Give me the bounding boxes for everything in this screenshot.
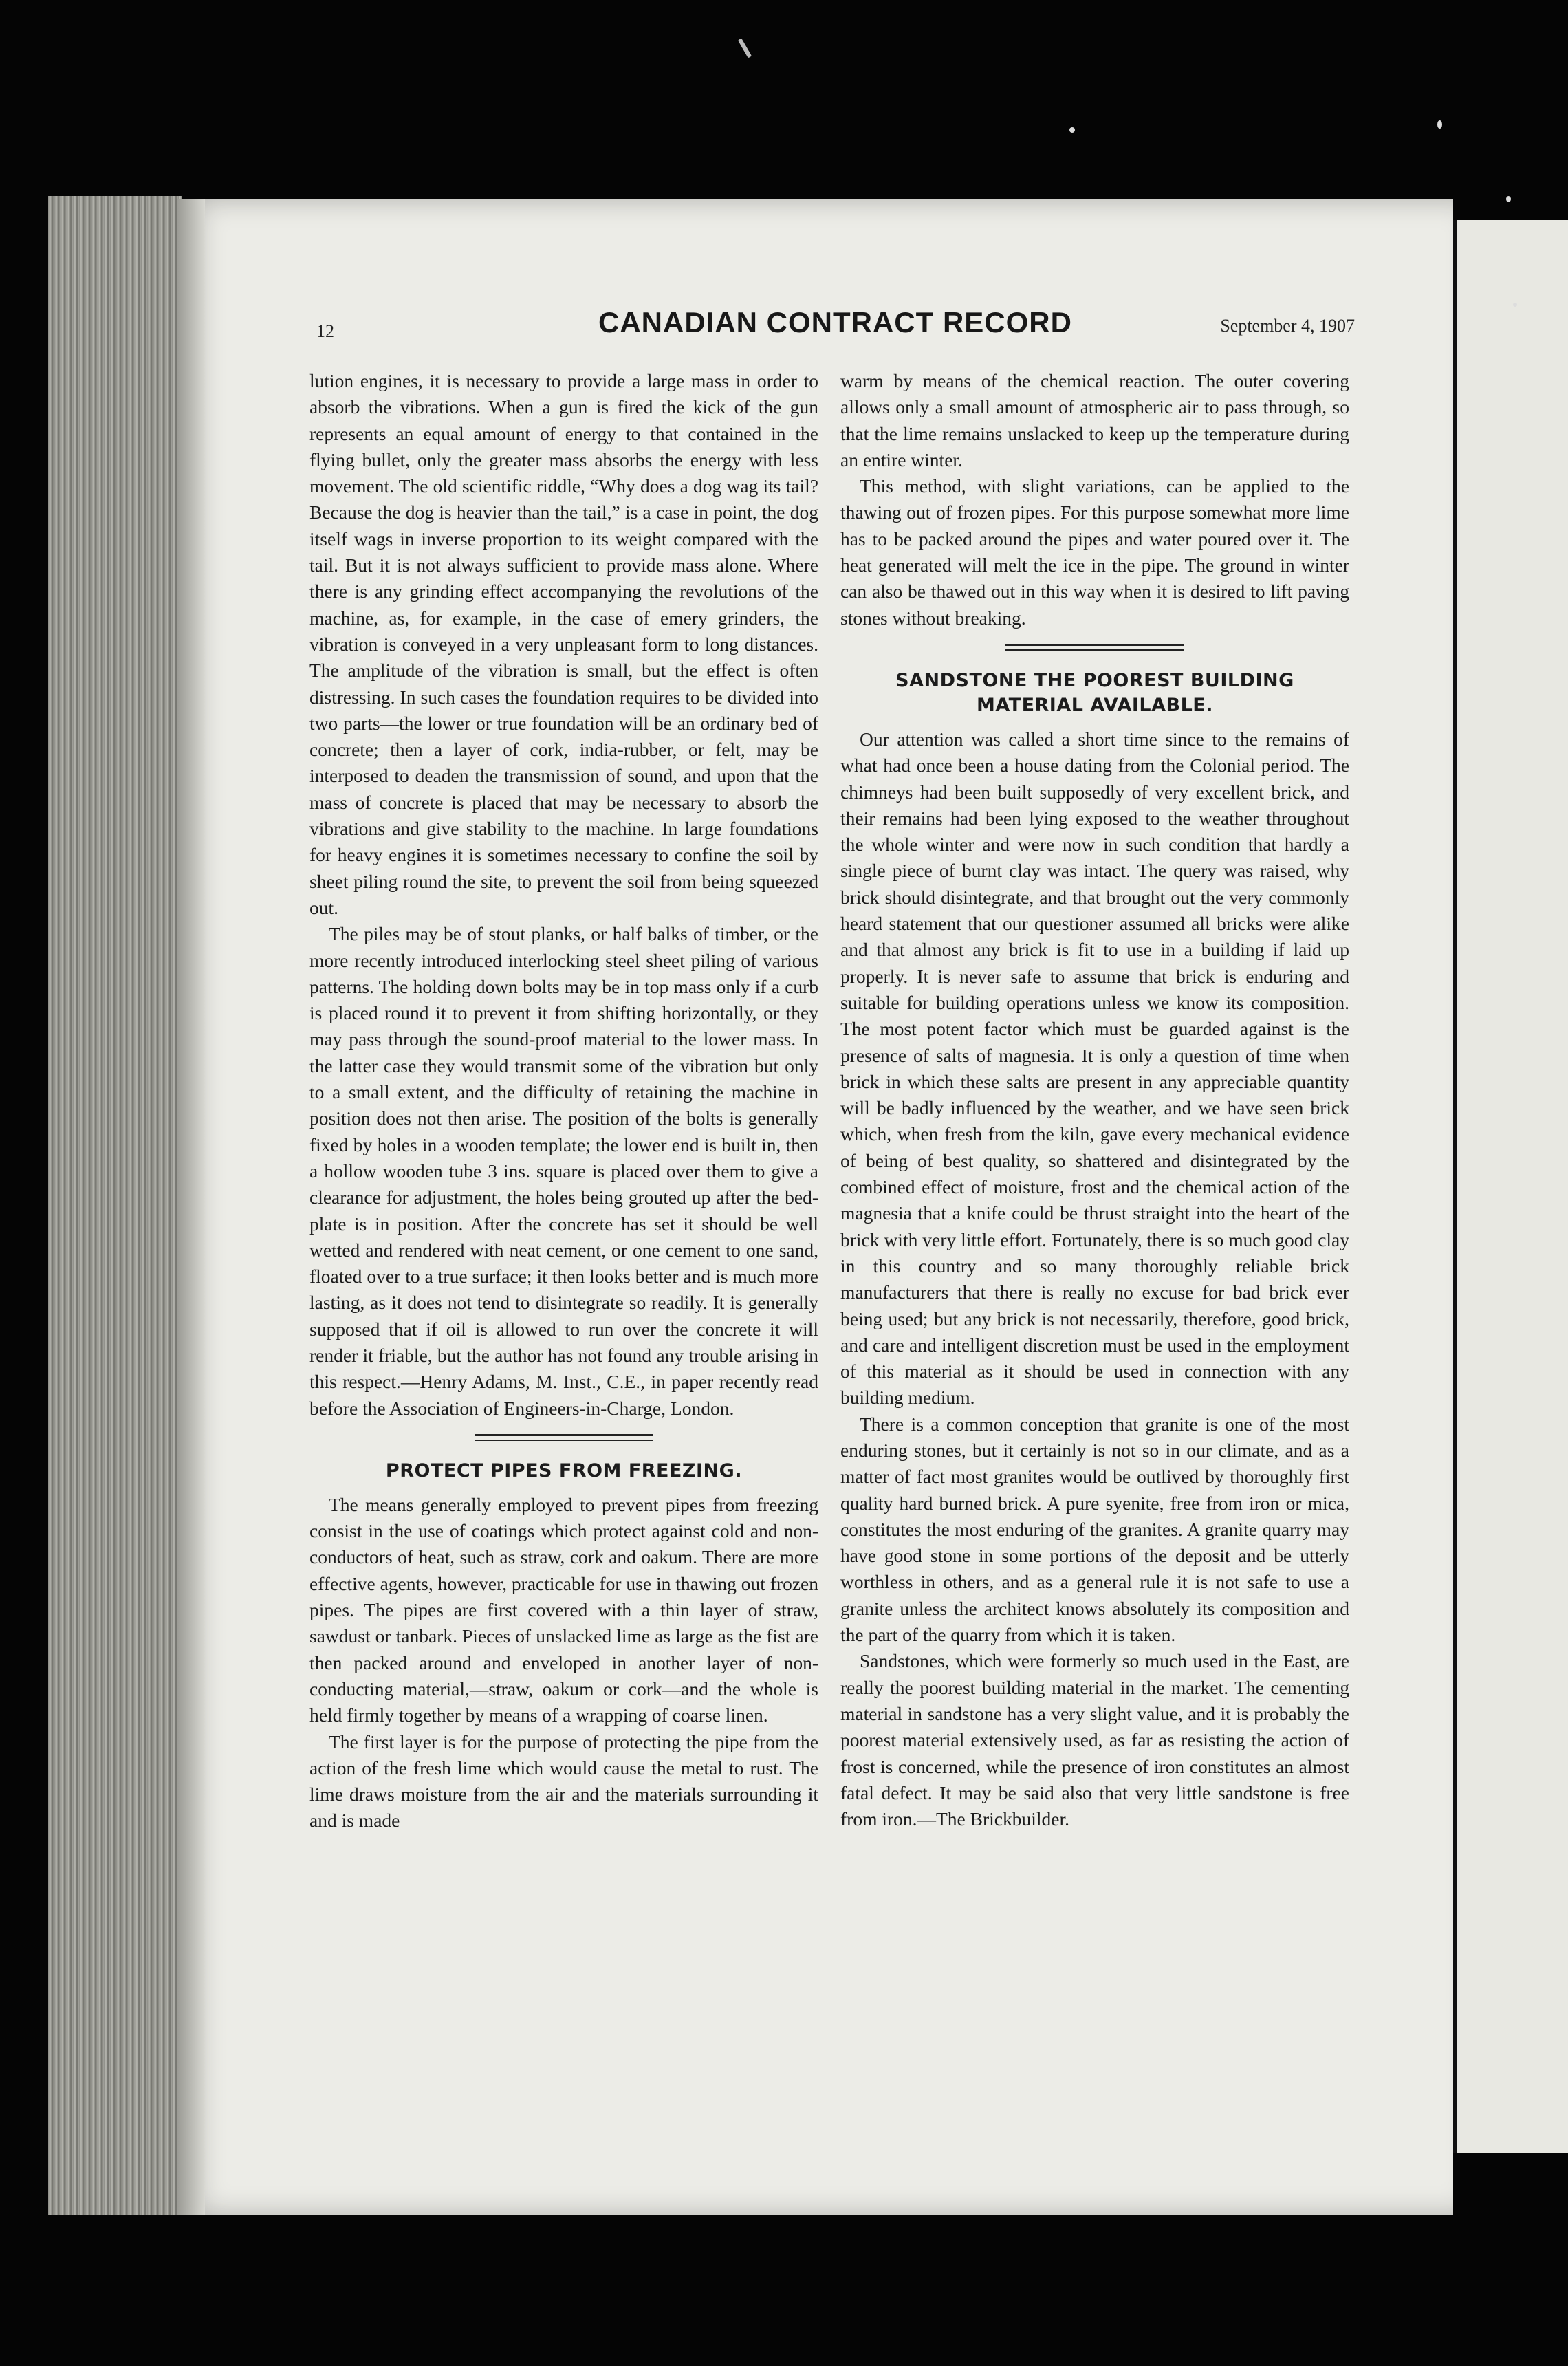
right-paragraph-5: Sandstones, which were formerly so much used in the East, are really the poorest building material in the market. The cementing material in sandstone has a very slight value, and it is probably the poorest material extensively used, as far as resisting the action of frost is concerned, while the presence of iron constitutes an almost fatal defect. It may be said also that very little sandstone is free from iron.—The Brickbuilder. [840, 1650, 1349, 1830]
section-divider [475, 1434, 653, 1441]
facing-page-edge [1451, 220, 1568, 2153]
dust-speck [1437, 120, 1442, 129]
left-paragraph-3: The means generally employed to prevent pipes from freezing consist in the use of coatings which protect against cold and non-conductors of heat, such as straw, cork and oakum. There are more effective agents, however, practicable for use in thawing out frozen pipes. The pipes are first covered with a thin layer of straw, sawdust or tanbark. Pieces of unslacked lime as large as the fist are then packed around and enveloped in another layer of non-conducting material,—straw, oakum or cork—and the whole is held firmly together by means of a wrapping of coarse linen. [309, 1493, 818, 1726]
dust-speck [1069, 127, 1075, 133]
section-heading-sandstone: SANDSTONE THE POOREST BUILDING MATERIAL AVAILABLE. [895, 669, 1294, 716]
section-heading-pipes: PROTECT PIPES FROM FREEZING. [385, 1459, 743, 1482]
right-paragraph-1: warm by means of the chemical reaction. The outer covering allows only a small amount of atmospheric air to pass through, so that the lime remains unslacked to keep up the temperature during an entire winter. [840, 370, 1349, 470]
journal-title: CANADIAN CONTRACT RECORD [598, 306, 1072, 338]
dust-speck [1506, 196, 1511, 202]
left-column [309, 368, 818, 1834]
left-paragraph-1: lution engines, it is necessary to provide a large mass in order to absorb the vibrations. When a gun is fired the kick of the gun represents an equal amount of energy to that contained in the flying bullet, only the greater mass absorbs the energy with less movement. The old scientific riddle, “Why does a dog wag its tail? Because the dog is heavier than the tail,” is a case in point, the dog itself wags in inverse proportion to its weight compared with the tail. But it is not always sufficient to provide mass alone. Where there is any grinding effect accompanying the revolutions of the machine, as, for example, in the case of emery grinders, the vibration is conveyed in a very unpleasant form to long distances. The amplitude of the vibration is small, but the effect is often distressing. In such cases the foundation requires to be divided into two parts—the lower or true foundation will be an ordinary bed of concrete; then a layer of cork, india-rubber, or felt, may be interposed to deaden the transmission of sound, and upon that the mass of concrete is placed that may be necessary to absorb the vibrations and give stability to the machine. In large foundations for heavy engines it is sometimes necessary to confine the soil by sheet piling round the site, to prevent the soil from being squeezed out. [309, 370, 818, 918]
section-divider [1005, 644, 1184, 651]
dust-speck [1513, 303, 1517, 307]
right-column [840, 368, 1349, 1832]
right-paragraph-4: There is a common conception that granite is one of the most enduring stones, but it certainly is not so in our climate, and as a matter of fact most granites would be outlived by thoroughly first quality hard burned brick. A pure syenite, free from iron or mica, constitutes the most enduring of the granites. A granite quarry may have good stone in some portions of the deposit and be utterly worthless in others, and as a general rule it is not safe to use a granite unless the architect knows absolutely its composition and the part of the quarry from which it is taken. [840, 1413, 1349, 1646]
dust-speck [738, 39, 752, 58]
page-number: 12 [316, 321, 334, 341]
right-paragraph-2: This method, with slight variations, can be applied to the thawing out of frozen pipes. For this purpose somewhat more lime has to be packed around the pipes and water poured over it. The heat generated will melt the ice in the pipe. The ground in winter can also be thawed out in this way when it is desired to lift paving stones without breaking. [840, 475, 1349, 629]
issue-date: September 4, 1907 [1220, 316, 1355, 336]
right-paragraph-3: Our attention was called a short time since to the remains of what had once been a house dating from the Colonial period. The chimneys had been built supposedly of very excellent brick, and their remains had been lying exposed to the weather throughout the whole winter and were now in such condition that hardly a single piece of burnt clay was intact. The query was raised, why brick should disintegrate, and that brought out the very commonly heard statement that our questioner assumed all bricks were alike and that almost any brick is fit to use in a building if laid up properly. It is never safe to assume that brick is enduring and suitable for building operations unless we know its composition. The most potent factor which must be guarded against is the presence of salts of magnesia. It is only a question of time when brick in which these salts are present in any appreciable quantity will be badly influenced by the weather, and we have seen brick which, when fresh from the kiln, gave every mechanical evidence of being of best quality, so shattered and disintegrated by the combined effect of moisture, frost and the chemical action of the magnesia that a knife could be thrust straight into the heart of the brick with very little effort. Fortunately, there is so much good clay in this country and so many thoroughly reliable brick manufacturers that there is really no excuse for bad brick ever being used; but any brick is not necessarily, therefore, good brick, and care and intelligent discretion must be used in the employment of this material as it should be used in connection with any building medium. [840, 728, 1349, 1409]
running-header [316, 306, 1355, 347]
left-paragraph-2: The piles may be of stout planks, or half balks of timber, or the more recently introduced interlocking steel sheet piling of various patterns. The holding down bolts may be in top mass only if a curb is placed round it to prevent it from shifting horizontally, or they may pass through the sound-proof material to the lower mass. In the latter case they would transmit some of the vibration but only to a small extent, and the difficulty of retaining the machine in position does not then arise. The position of the bolts is generally fixed by holes in a wooden template; the lower end is built in, then a hollow wooden tube 3 ins. square is placed over them to give a clearance for adjustment, the holes being grouted up after the bed-plate is in position. After the concrete has set it should be well wetted and rendered with neat cement, or one cement to one sand, floated over to a true surface; it then looks better and is much more lasting, as it does not tend to disintegrate so readily. It is generally supposed that if oil is allowed to run over the concrete it will render it friable, but the author has not found any trouble arising in this respect.—Henry Adams, M. Inst., C.E., in paper recently read before the Association of Engineers-in-Charge, London. [309, 923, 818, 1419]
book-edge [48, 196, 182, 2215]
page-gutter [177, 199, 205, 2215]
left-paragraph-4: The first layer is for the purpose of protecting the pipe from the action of the fresh lime which would cause the metal to rust. The lime draws moisture from the air and the materials surrounding it and is made [309, 1730, 818, 1832]
